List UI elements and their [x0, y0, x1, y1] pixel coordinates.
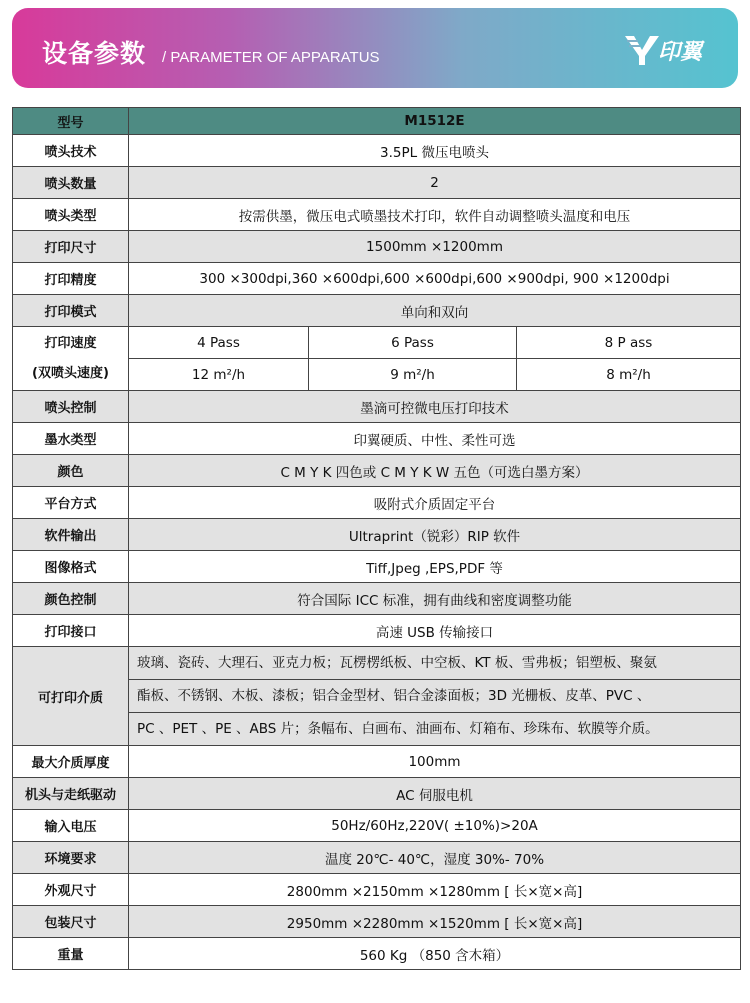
row-label: 打印尺寸	[13, 231, 129, 263]
row-label: 重量	[13, 938, 129, 970]
row-label: 图像格式	[13, 551, 129, 583]
row-label: 喷头技术	[13, 135, 129, 167]
model-value: M1512E	[129, 108, 741, 135]
row-value: 2	[129, 167, 741, 199]
media-line-1: 玻璃、瓷砖、大理石、亚克力板；瓦楞楞纸板、中空板、KT 板、雪弗板；铝塑板、聚氨	[129, 647, 741, 680]
row-label: 型号	[13, 108, 129, 135]
table-row	[13, 519, 741, 551]
row-value: 300 ×300dpi,360 ×600dpi,600 ×600dpi,600 ×900dpi, 900 ×1200dpi	[129, 263, 741, 295]
row-label: 可打印介质	[13, 647, 129, 746]
table-row	[13, 199, 741, 231]
table-row	[13, 938, 741, 970]
speed-label-line2: (双喷头速度)	[32, 365, 109, 381]
row-value: 2950mm ×2280mm ×1520mm [ 长×宽×高]	[129, 906, 741, 938]
row-value: 按需供墨，微压电式喷墨技术打印，软件自动调整喷头温度和电压	[129, 199, 741, 231]
row-label: 外观尺寸	[13, 874, 129, 906]
table-row-model	[13, 108, 741, 135]
table-row	[13, 778, 741, 810]
row-value: 560 Kg （850 含木箱）	[129, 938, 741, 970]
row-value: 高速 USB 传输接口	[129, 615, 741, 647]
table-row	[13, 231, 741, 263]
parameter-table	[12, 107, 741, 970]
banner-title-cn: 设备参数	[42, 39, 147, 68]
row-value: 2800mm ×2150mm ×1280mm [ 长×宽×高]	[129, 874, 741, 906]
row-value: 吸附式介质固定平台	[129, 487, 741, 519]
row-label: 包装尺寸	[13, 906, 129, 938]
row-value: C M Y K 四色或 C M Y K W 五色（可选白墨方案）	[129, 455, 741, 487]
speed-label-line1: 打印速度	[44, 335, 97, 351]
table-row	[13, 455, 741, 487]
table-row	[13, 583, 741, 615]
row-label: 喷头数量	[13, 167, 129, 199]
rate-8pass: 8 m²/h	[517, 359, 741, 391]
table-row-speed-pass	[13, 327, 741, 359]
row-value: 50Hz/60Hz,220V( ±10%)>20A	[129, 810, 741, 842]
pass-4: 4 Pass	[129, 327, 309, 359]
row-value: 100mm	[129, 746, 741, 778]
row-label: 机头与走纸驱动	[13, 778, 129, 810]
table-row	[13, 746, 741, 778]
y-wing-logo-icon	[624, 33, 660, 67]
row-value: 3.5PL 微压电喷头	[129, 135, 741, 167]
row-label: 打印精度	[13, 263, 129, 295]
table-row	[13, 391, 741, 423]
table-row	[13, 295, 741, 327]
speed-label	[13, 327, 129, 391]
row-value: 墨滴可控微电压打印技术	[129, 391, 741, 423]
header-banner	[12, 8, 738, 88]
row-label: 环境要求	[13, 842, 129, 874]
row-label: 喷头控制	[13, 391, 129, 423]
row-label: 颜色	[13, 455, 129, 487]
row-value: 1500mm ×1200mm	[129, 231, 741, 263]
media-line-2: 酯板、不锈钢、木板、漆板；铝合金型材、铝合金漆面板；3D 光栅板、皮革、PVC 、	[129, 680, 741, 713]
table-row	[13, 842, 741, 874]
row-label: 喷头类型	[13, 199, 129, 231]
table-row	[13, 551, 741, 583]
row-label: 颜色控制	[13, 583, 129, 615]
row-label: 打印接口	[13, 615, 129, 647]
brand-logo-text: 印翼	[657, 39, 702, 65]
brand-logo	[624, 30, 702, 70]
pass-8: 8 P ass	[517, 327, 741, 359]
rate-4pass: 12 m²/h	[129, 359, 309, 391]
table-row	[13, 135, 741, 167]
table-row	[13, 263, 741, 295]
row-label: 打印模式	[13, 295, 129, 327]
table-row	[13, 810, 741, 842]
rate-6pass: 9 m²/h	[309, 359, 517, 391]
table-row	[13, 874, 741, 906]
row-label: 软件输出	[13, 519, 129, 551]
row-value: 符合国际 ICC 标准，拥有曲线和密度调整功能	[129, 583, 741, 615]
table-row	[13, 423, 741, 455]
banner-title-en: / PARAMETER OF APPARATUS	[162, 49, 380, 66]
row-label: 输入电压	[13, 810, 129, 842]
row-value: Ultraprint（锐彩）RIP 软件	[129, 519, 741, 551]
row-value: 单向和双向	[129, 295, 741, 327]
pass-6: 6 Pass	[309, 327, 517, 359]
row-label: 墨水类型	[13, 423, 129, 455]
row-value: 印翼硬质、中性、柔性可选	[129, 423, 741, 455]
table-row	[13, 906, 741, 938]
row-value: Tiff,Jpeg ,EPS,PDF 等	[129, 551, 741, 583]
row-label: 最大介质厚度	[13, 746, 129, 778]
table-row	[13, 167, 741, 199]
row-value: AC 伺服电机	[129, 778, 741, 810]
table-row	[13, 615, 741, 647]
row-value: 温度 20℃- 40℃，湿度 30%- 70%	[129, 842, 741, 874]
table-row-media	[13, 647, 741, 680]
media-line-3: PC 、PET 、PE 、ABS 片；条幅布、白画布、油画布、灯箱布、珍珠布、软膜等介质。	[129, 713, 741, 746]
row-label: 平台方式	[13, 487, 129, 519]
table-row	[13, 487, 741, 519]
